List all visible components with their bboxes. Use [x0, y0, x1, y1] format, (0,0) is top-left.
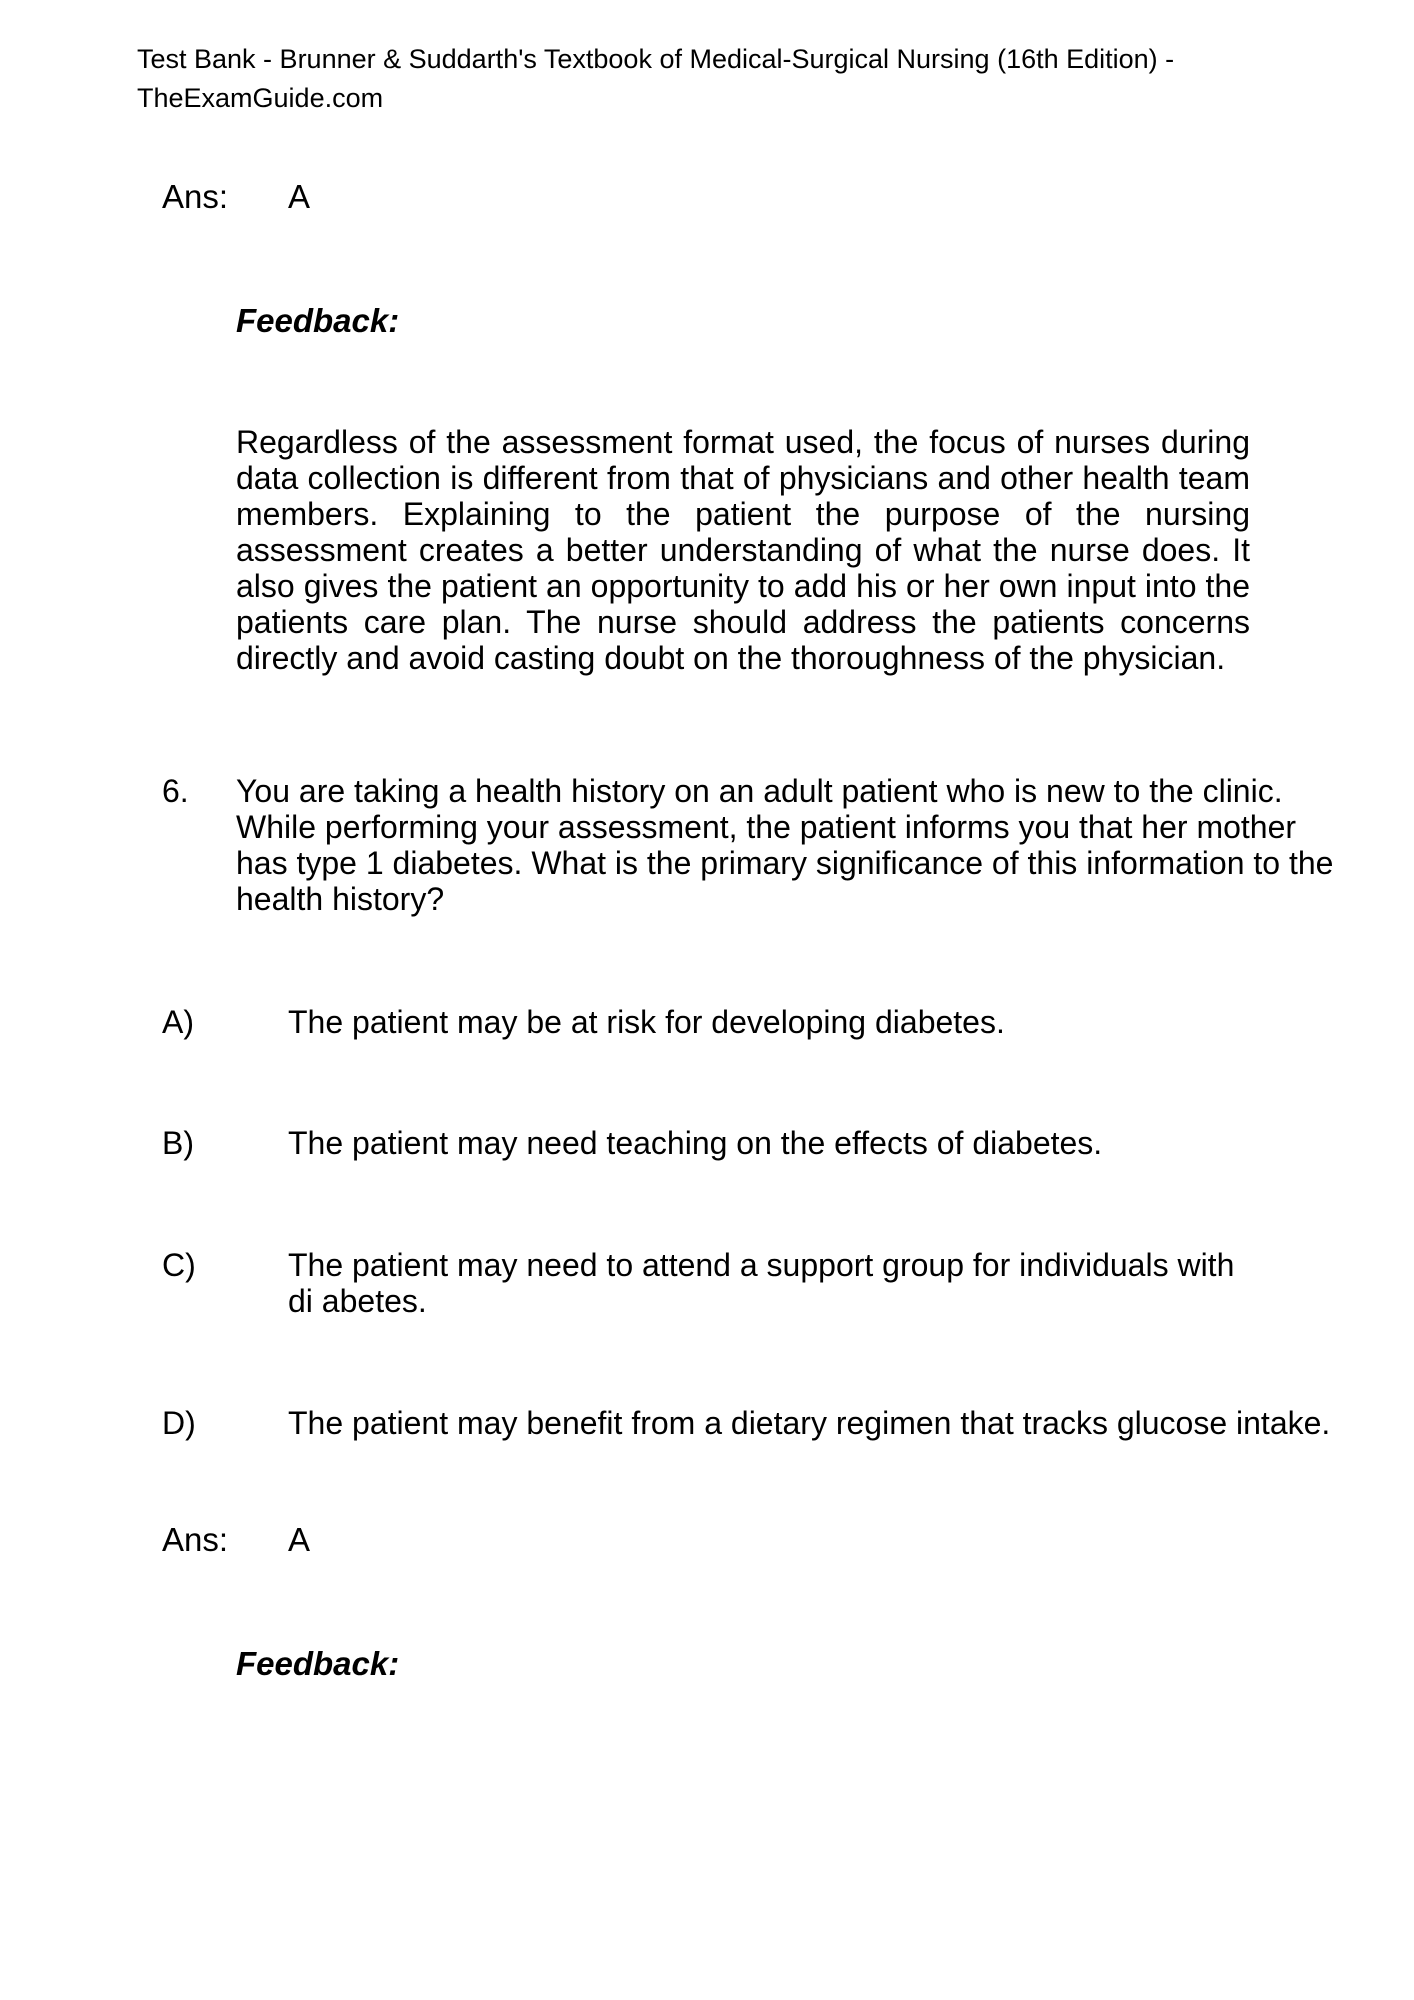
answer-label: Ans: [162, 1521, 229, 1558]
question-stem [236, 773, 1406, 917]
previous-answer-label: Ans: [162, 178, 229, 215]
option-c-letter: C) [162, 1247, 196, 1283]
option-a-text [288, 1004, 1005, 1040]
previous-feedback-text: Regardless of the assessment format used, the focus of nurses during data collection is different from that of physicians and other health team members. Explaining to the patient the purpose of the nursing assessment creates a better understanding of what the nurse does. It also gives the patient an opportunity to add his or her own input into the patients care plan. The nurse should address the patients concerns directly and avoid casting doubt on the thoroughness of the physician. [236, 424, 1250, 676]
option-b-line: The patient may need teaching on the effects of diabetes. [288, 1125, 1103, 1161]
answer-value: A [288, 1521, 311, 1558]
option-c-text [288, 1247, 1234, 1319]
option-c-line: di abetes. [288, 1283, 427, 1319]
option-b-text [288, 1125, 1102, 1161]
option-d-line: The patient may benefit from a dietary regimen that tracks glucose intake. [288, 1405, 1331, 1441]
option-c-line: The patient may need to attend a support group for individuals with [288, 1247, 1235, 1283]
option-d-text [288, 1405, 1330, 1441]
header-title-line: Test Bank - Brunner & Suddarth's Textbook of Medical-Surgical Nursing (16th Edition) - [137, 44, 1175, 74]
question-number: 6. [162, 773, 189, 809]
option-a-letter: A) [162, 1004, 194, 1040]
option-a-line: The patient may be at risk for developing diabetes. [288, 1004, 1005, 1040]
question-stem-line: has type 1 diabetes. What is the primary significance of this information to the [236, 845, 1334, 881]
previous-feedback-label: Feedback: [236, 302, 400, 339]
feedback-label: Feedback: [236, 1645, 400, 1682]
previous-answer-value: A [288, 178, 311, 215]
question-stem-line: While performing your assessment, the patient informs you that her mother [236, 809, 1297, 845]
page-header [137, 40, 1297, 118]
option-d-letter: D) [162, 1405, 196, 1441]
question-stem-line: You are taking a health history on an adult patient who is new to the clinic. [236, 773, 1283, 809]
option-b-letter: B) [162, 1125, 194, 1161]
header-site-line: TheExamGuide.com [137, 83, 384, 113]
question-stem-line: health history? [236, 881, 445, 917]
